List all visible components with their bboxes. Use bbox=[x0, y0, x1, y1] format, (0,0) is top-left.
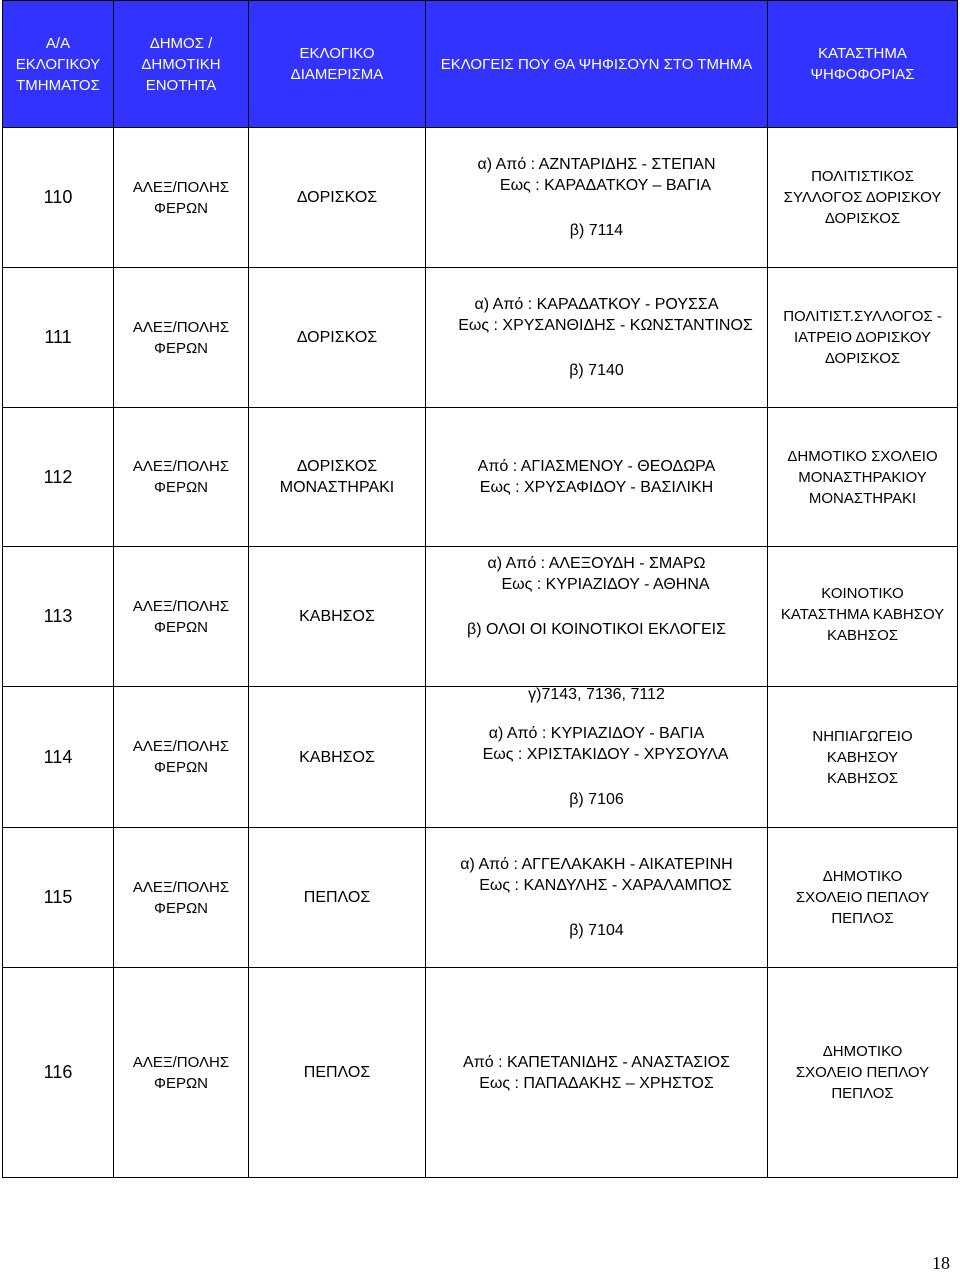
header-dimos: ΔΗΜΟΣ / ΔΗΜΟΤΙΚΗ ΕΝΟΤΗΤΑ bbox=[114, 1, 249, 128]
header-row bbox=[3, 1, 958, 128]
row-dimos: ΑΛΕΞ/ΠΟΛΗΣ ΦΕΡΩΝ bbox=[114, 968, 249, 1178]
row-dimos: ΑΛΕΞ/ΠΟΛΗΣ ΦΕΡΩΝ bbox=[114, 828, 249, 968]
header-station: ΚΑΤΑΣΤΗΜΑ ΨΗΦΟΦΟΡΙΑΣ bbox=[768, 1, 958, 128]
table-row bbox=[3, 408, 958, 547]
table-row bbox=[3, 687, 958, 828]
table-row bbox=[3, 968, 958, 1178]
row-diamerisma: ΚΑΒΗΣΟΣ bbox=[249, 547, 426, 687]
row-voters: α) Από : ΑΓΓΕΛΑΚΑΚΗ - ΑΙΚΑΤΕΡΙΝΗ Εως : ΚΑΝΔΥΛΗΣ - ΧΑΡΑΛΑΜΠΟΣ β) 7104 bbox=[426, 828, 768, 968]
table-row bbox=[3, 828, 958, 968]
row-number: 111 bbox=[3, 268, 114, 408]
header-voters: ΕΚΛΟΓΕΙΣ ΠΟΥ ΘΑ ΨΗΦΙΣΟΥΝ ΣΤΟ ΤΜΗΜΑ bbox=[426, 1, 768, 128]
row-station: ΔΗΜΟΤΙΚΟ ΣΧΟΛΕΙΟ ΠΕΠΛΟΥ ΠΕΠΛΟΣ bbox=[768, 828, 958, 968]
page-number: 18 bbox=[932, 1253, 950, 1273]
polling-stations-table bbox=[2, 0, 958, 1178]
row-number: 113 bbox=[3, 547, 114, 687]
table-row bbox=[3, 268, 958, 408]
row-number: 114 bbox=[3, 687, 114, 828]
row-diamerisma: ΔΟΡΙΣΚΟΣ bbox=[249, 128, 426, 268]
row-number: 115 bbox=[3, 828, 114, 968]
row-station: ΝΗΠΙΑΓΩΓΕΙΟ ΚΑΒΗΣΟΥ ΚΑΒΗΣΟΣ bbox=[768, 687, 958, 828]
row-dimos: ΑΛΕΞ/ΠΟΛΗΣ ΦΕΡΩΝ bbox=[114, 547, 249, 687]
row-dimos: ΑΛΕΞ/ΠΟΛΗΣ ΦΕΡΩΝ bbox=[114, 128, 249, 268]
row-voters: α) Από : ΑΛΕΞΟΥΔΗ - ΣΜΑΡΩ Εως : ΚΥΡΙΑΖΙΔΟΥ - ΑΘΗΝΑ β) ΟΛΟΙ ΟΙ ΚΟΙΝΟΤΙΚΟΙ ΕΚΛΟΓΕΙΣ bbox=[426, 547, 768, 687]
row-dimos: ΑΛΕΞ/ΠΟΛΗΣ ΦΕΡΩΝ bbox=[114, 687, 249, 828]
row-dimos: ΑΛΕΞ/ΠΟΛΗΣ ΦΕΡΩΝ bbox=[114, 268, 249, 408]
row-dimos: ΑΛΕΞ/ΠΟΛΗΣ ΦΕΡΩΝ bbox=[114, 408, 249, 547]
row-voters: α) Από : ΑΖΝΤΑΡΙΔΗΣ - ΣΤΕΠΑΝ Εως : ΚΑΡΑΔΑΤΚΟΥ – ΒΑΓΙΑ β) 7114 bbox=[426, 128, 768, 268]
row-station: ΚΟΙΝΟΤΙΚΟ ΚΑΤΑΣΤΗΜΑ ΚΑΒΗΣΟΥ ΚΑΒΗΣΟΣ bbox=[768, 547, 958, 687]
row-number: 112 bbox=[3, 408, 114, 547]
row-number: 110 bbox=[3, 128, 114, 268]
row-station: ΠΟΛΙΤΙΣΤ.ΣΥΛΛΟΓΟΣ - ΙΑΤΡΕΙΟ ΔΟΡΙΣΚΟΥ ΔΟΡΙΣΚΟΣ bbox=[768, 268, 958, 408]
header-diamerisma: ΕΚΛΟΓΙΚΟ ΔΙΑΜΕΡΙΣΜΑ bbox=[249, 1, 426, 128]
row-diamerisma: ΠΕΠΛΟΣ bbox=[249, 968, 426, 1178]
row-station: ΔΗΜΟΤΙΚΟ ΣΧΟΛΕΙΟ ΠΕΠΛΟΥ ΠΕΠΛΟΣ bbox=[768, 968, 958, 1178]
row-diamerisma: ΔΟΡΙΣΚΟΣ ΜΟΝΑΣΤΗΡΑΚΙ bbox=[249, 408, 426, 547]
row-station: ΔΗΜΟΤΙΚΟ ΣΧΟΛΕΙΟ ΜΟΝΑΣΤΗΡΑΚΙΟΥ ΜΟΝΑΣΤΗΡΑΚΙ bbox=[768, 408, 958, 547]
row-voters: γ)7143, 7136, 7112 α) Από : ΚΥΡΙΑΖΙΔΟΥ - ΒΑΓΙΑ Εως : ΧΡΙΣΤΑΚΙΔΟΥ - ΧΡΥΣΟΥΛΑ β) 7106 bbox=[426, 687, 768, 828]
row-voters: Από : ΑΓΙΑΣΜΕΝΟΥ - ΘΕΟΔΩΡΑ Εως : ΧΡΥΣΑΦΙΔΟΥ - ΒΑΣΙΛΙΚΗ bbox=[426, 408, 768, 547]
row-diamerisma: ΚΑΒΗΣΟΣ bbox=[249, 687, 426, 828]
row-number: 116 bbox=[3, 968, 114, 1178]
header-aa: Α/Α ΕΚΛΟΓΙΚΟΥ ΤΜΗΜΑΤΟΣ bbox=[3, 1, 114, 128]
row-station: ΠΟΛΙΤΙΣΤΙΚΟΣ ΣΥΛΛΟΓΟΣ ΔΟΡΙΣΚΟΥ ΔΟΡΙΣΚΟΣ bbox=[768, 128, 958, 268]
row-diamerisma: ΔΟΡΙΣΚΟΣ bbox=[249, 268, 426, 408]
table-row bbox=[3, 547, 958, 687]
row-voters: Από : ΚΑΠΕΤΑΝΙΔΗΣ - ΑΝΑΣΤΑΣΙΟΣ Εως : ΠΑΠΑΔΑΚΗΣ – ΧΡΗΣΤΟΣ bbox=[426, 968, 768, 1178]
row-voters: α) Από : ΚΑΡΑΔΑΤΚΟΥ - ΡΟΥΣΣΑ Εως : ΧΡΥΣΑΝΘΙΔΗΣ - ΚΩΝΣΤΑΝΤΙΝΟΣ β) 7140 bbox=[426, 268, 768, 408]
table-row bbox=[3, 128, 958, 268]
row-diamerisma: ΠΕΠΛΟΣ bbox=[249, 828, 426, 968]
